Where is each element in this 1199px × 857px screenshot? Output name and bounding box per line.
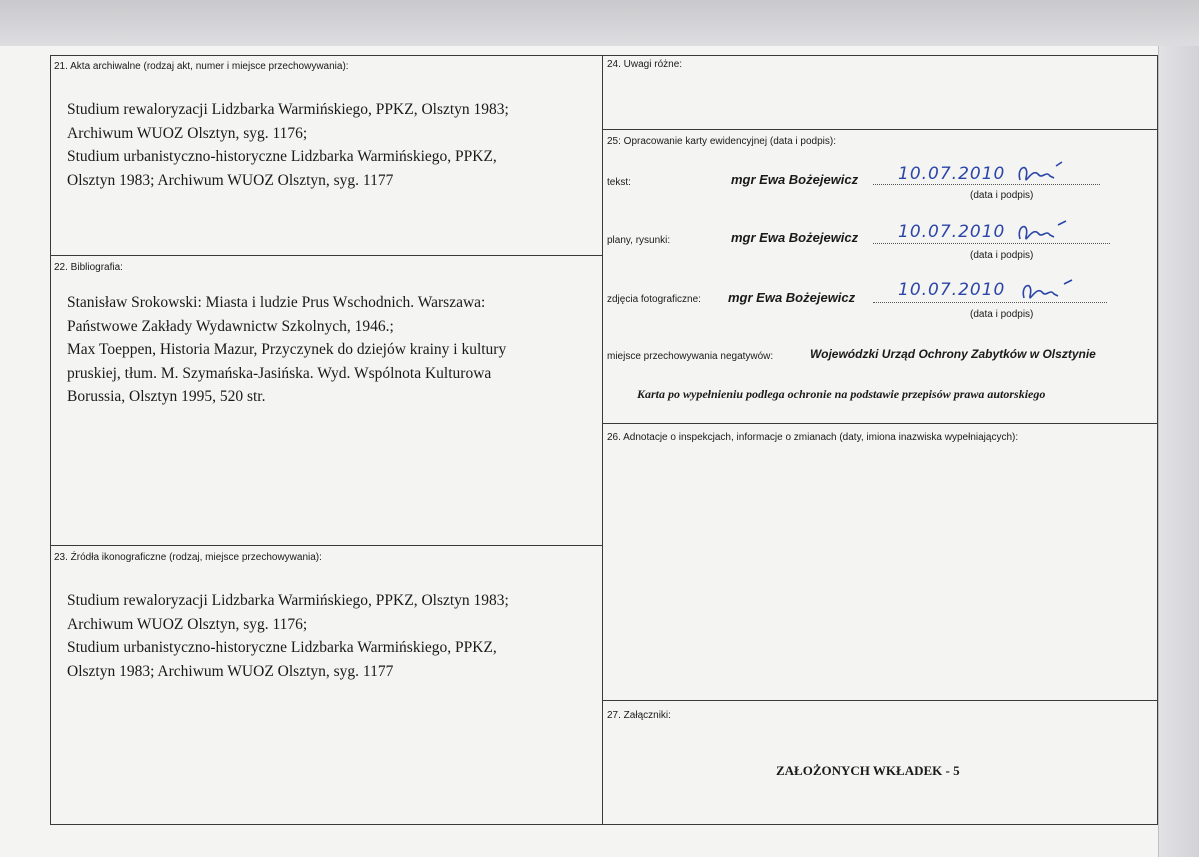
divider-21-22 [50,255,602,256]
handwritten-date: 10.07.2010 [898,280,1006,300]
text-line: Olsztyn 1983; Archiwum WUOZ Olsztyn, syg. 1177 [67,171,394,189]
text-line: pruskiej, tłum. M. Szymańska-Jasińska. Wyd. Wspólnota Kulturowa [67,364,492,382]
section-22-label: 22. Bibliografia: [54,262,123,273]
text-line: Archiwum WUOZ Olsztyn, syg. 1176; [67,615,308,633]
section-27-label: 27. Załączniki: [607,710,671,721]
author-text: mgr Ewa Bożejewicz [731,172,859,187]
divider-24-25 [602,129,1158,130]
text-line: Max Toeppen, Historia Mazur, Przyczynek do dziejów krainy i kultury [67,341,507,358]
text-line: Studium rewaloryzacji Lidzbarka Warmińskiego, PPKZ, Olsztyn 1983; [67,101,509,118]
text-line: Olsztyn 1983; Archiwum WUOZ Olsztyn, syg. 1177 [67,662,394,680]
date-signature-caption: (data i podpis) [970,309,1034,320]
attachments-value: ZAŁOŻONYCH WKŁADEK - 5 [776,763,960,778]
text-line: Studium urbanistyczno-historyczne Lidzbarka Warmińskiego, PPKZ, [67,639,497,656]
section-22-text [67,291,506,409]
section-23-text [67,589,509,683]
negatives-location: Wojewódzki Urząd Ochrony Zabytków w Olsztynie [810,347,1096,361]
column-divider [602,55,603,825]
text-line: Stanisław Srokowski: Miasta i ludzie Prus Wschodnich. Warszawa: [67,294,486,311]
date-signature-caption: (data i podpis) [970,190,1034,201]
text-line: Borussia, Olsztyn 1995, 520 str. [67,388,266,405]
row-label-plans: plany, rysunki: [607,235,671,246]
negatives-label: miejsce przechowywania negatywów: [607,351,774,362]
author-photos: mgr Ewa Bożejewicz [728,290,856,305]
section-24-label: 24. Uwagi różne: [607,59,683,70]
divider-26-27 [602,700,1158,701]
text-line: Studium rewaloryzacji Lidzbarka Warmińskiego, PPKZ, Olsztyn 1983; [67,592,509,609]
section-25-label: 25: Opracowanie karty ewidencyjnej (data i podpis): [607,136,837,147]
copyright-note: Karta po wypełnieniu podlega ochronie na podstawie przepisów prawa autorskiego [637,387,1046,401]
row-label-text: tekst: [607,177,631,188]
section-21-label: 21. Akta archiwalne (rodzaj akt, numer i miejsce przechowywania): [54,61,349,72]
row-label-photos: zdjęcia fotograficzne: [607,294,701,305]
section-21-text [67,98,509,192]
text-line: Państwowe Zakłady Wydawnictw Szkolnych, 1946.; [67,317,394,335]
divider-25-26 [602,423,1158,424]
paper-right-edge [1158,46,1199,857]
text-line: Studium urbanistyczno-historyczne Lidzbarka Warmińskiego, PPKZ, [67,148,497,165]
date-signature-caption: (data i podpis) [970,250,1034,261]
section-26-label: 26. Adnotacje o inspekcjach, informacje o zmianach (daty, imiona inazwiska wypełniających): [607,432,1019,443]
divider-22-23 [50,545,602,546]
signature-scribble [1008,217,1078,247]
scan-top-band [0,0,1199,48]
author-plans: mgr Ewa Bożejewicz [731,230,859,245]
signature-scribble [1014,276,1084,306]
handwritten-date: 10.07.2010 [898,222,1006,242]
handwritten-date: 10.07.2010 [898,164,1006,184]
text-line: Archiwum WUOZ Olsztyn, syg. 1176; [67,124,308,142]
signature-scribble [1008,158,1078,188]
section-23-label: 23. Źródła ikonograficzne (rodzaj, miejsce przechowywania): [54,552,322,563]
